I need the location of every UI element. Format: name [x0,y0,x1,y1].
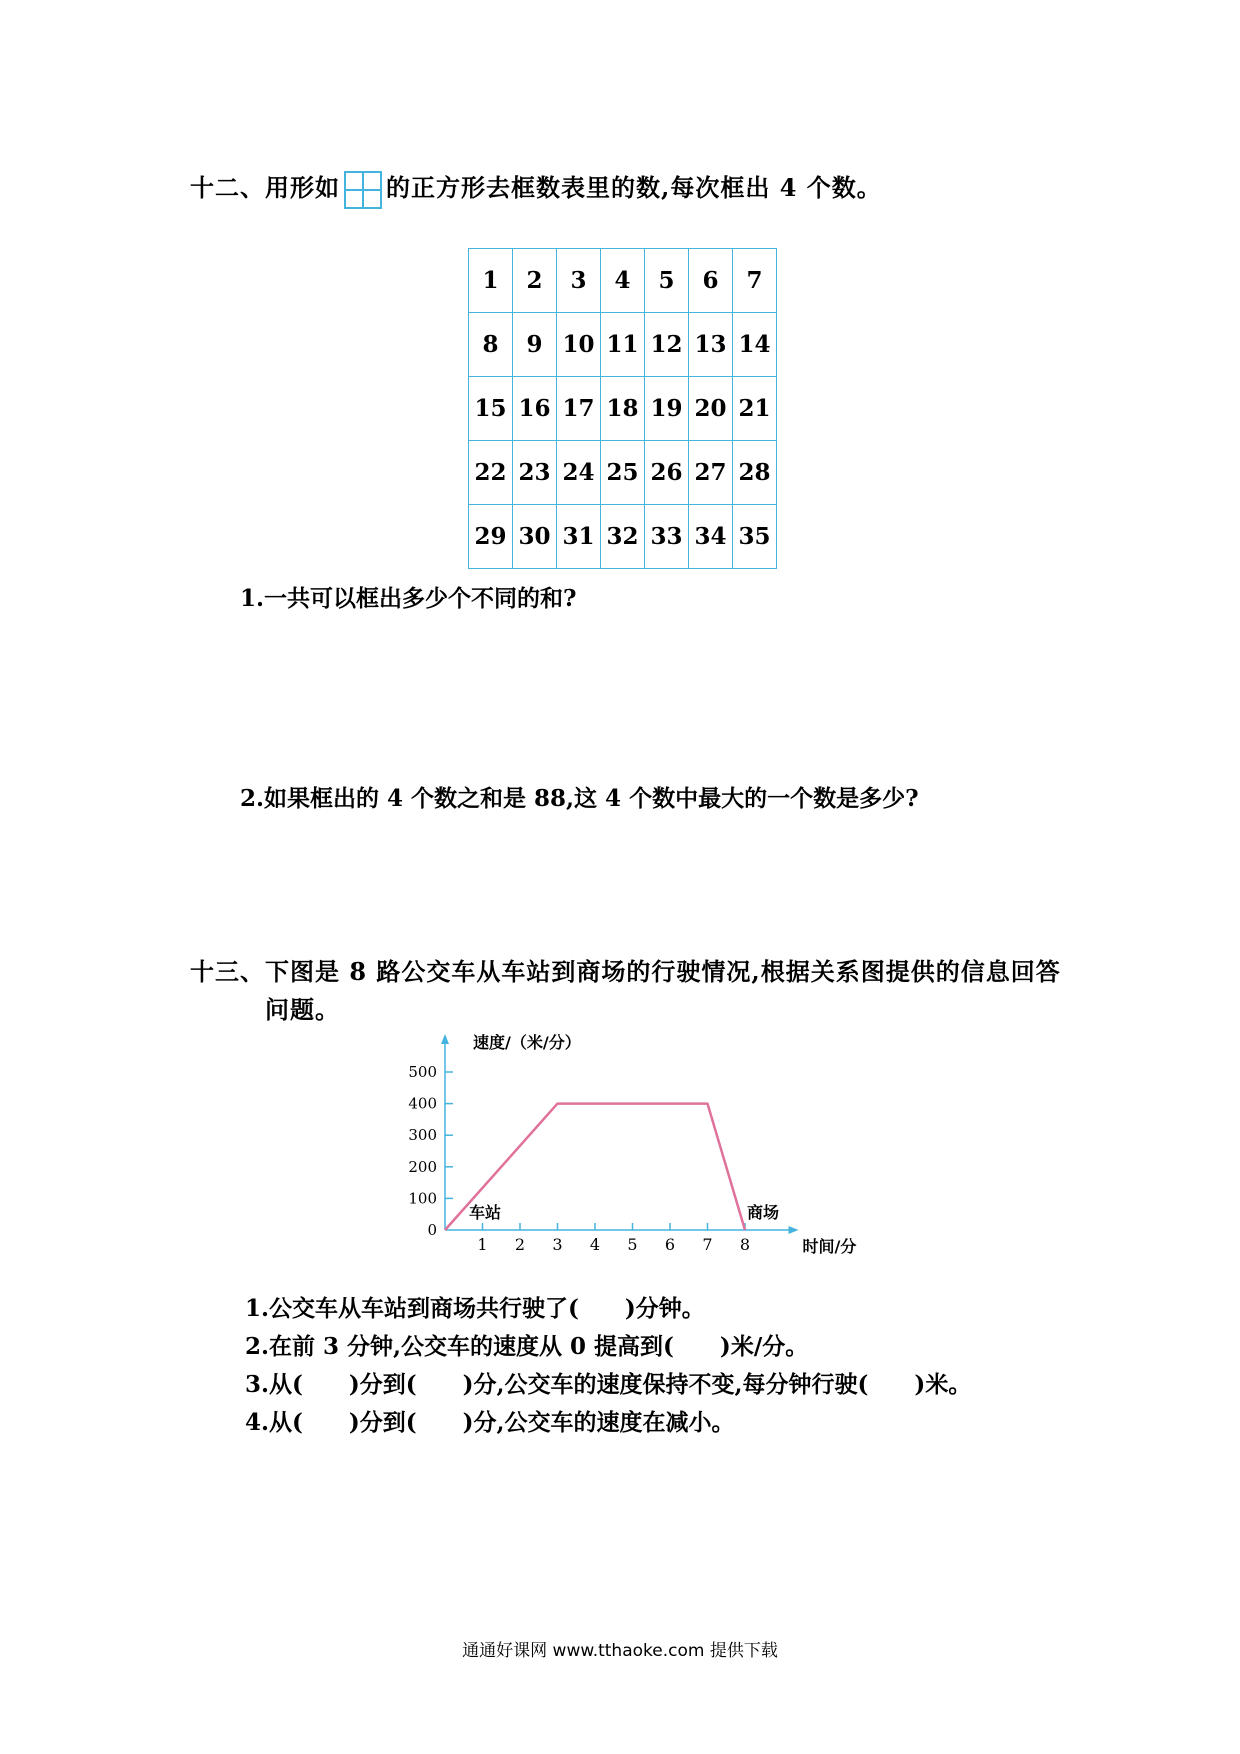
table-cell: 4 [601,249,645,313]
table-row [469,249,777,313]
table-cell: 33 [645,505,689,569]
q12-sub1: 1.一共可以框出多少个不同的和? [240,585,577,612]
q13-title-line2: 问题。 [265,995,340,1024]
q12-title-pre: 十二、用形如 [190,173,340,202]
table-cell: 25 [601,441,645,505]
table-cell: 12 [645,313,689,377]
x-tick-label: 2 [514,1235,526,1254]
x-tick-label: 4 [589,1235,601,1254]
y-axis-label: 速度/（米/分） [473,1033,581,1052]
table-cell: 26 [645,441,689,505]
footer: 通通好课网 www.tthaoke.com 提供下载 [462,1641,778,1661]
grid-square-icon [344,171,382,209]
table-row [469,441,777,505]
x-axis-arrow [789,1226,799,1234]
q13-sub4: 4.从( )分到( )分,公交车的速度在减小。 [245,1409,735,1436]
y-axis-arrow [441,1034,449,1044]
table-cell: 23 [513,441,557,505]
table-row [469,313,777,377]
table-cell: 35 [733,505,777,569]
table-cell: 16 [513,377,557,441]
y-tick-label: 200 [408,1157,437,1176]
table-cell: 20 [689,377,733,441]
table-cell: 8 [469,313,513,377]
table-cell: 29 [469,505,513,569]
table-cell: 6 [689,249,733,313]
table-cell: 18 [601,377,645,441]
table-cell: 1 [469,249,513,313]
q12-title [190,168,882,209]
x-tick-label: 8 [739,1235,751,1254]
y-tick-label: 400 [408,1094,437,1113]
table-cell: 10 [557,313,601,377]
x-tick-label: 3 [552,1235,563,1254]
number-table [468,248,777,569]
table-cell: 32 [601,505,645,569]
x-tick-label: 1 [477,1235,488,1254]
table-row [469,505,777,569]
x-axis-label: 时间/分 [802,1237,857,1256]
table-cell: 28 [733,441,777,505]
table-cell: 9 [513,313,557,377]
q13-sub2: 2.在前 3 分钟,公交车的速度从 0 提高到( )米/分。 [245,1333,809,1360]
x-tick-label: 6 [664,1235,676,1254]
speed-time-chart [400,1030,857,1280]
q13-sub3: 3.从( )分到( )分,公交车的速度保持不变,每分钟行驶( )米。 [245,1371,972,1398]
y-tick-label: 300 [408,1126,437,1145]
table-cell: 14 [733,313,777,377]
q12-sub2: 2.如果框出的 4 个数之和是 88,这 4 个数中最大的一个数是多少? [240,785,919,812]
annotation-end: 商场 [747,1203,780,1222]
table-cell: 24 [557,441,601,505]
table-cell: 27 [689,441,733,505]
table-cell: 17 [557,377,601,441]
y-tick-label: 0 [427,1221,437,1239]
table-cell: 31 [557,505,601,569]
q13-sub1: 1.公交车从车站到商场共行驶了( )分钟。 [245,1295,705,1322]
table-cell: 3 [557,249,601,313]
table-cell: 22 [469,441,513,505]
table-cell: 30 [513,505,557,569]
table-cell: 13 [689,313,733,377]
y-tick-label: 100 [408,1189,437,1208]
x-tick-label: 7 [702,1235,713,1254]
annotation-start: 车站 [469,1203,502,1222]
table-cell: 19 [645,377,689,441]
q13-title-line1: 十三、下图是 8 路公交车从车站到商场的行驶情况,根据关系图提供的信息回答 [190,957,1061,986]
table-cell: 34 [689,505,733,569]
y-tick-label: 500 [408,1063,437,1081]
table-cell: 2 [513,249,557,313]
table-cell: 15 [469,377,513,441]
table-cell: 11 [601,313,645,377]
table-row [469,377,777,441]
x-tick-label: 5 [627,1235,638,1254]
table-cell: 21 [733,377,777,441]
q12-title-post: 的正方形去框数表里的数,每次框出 4 个数。 [386,173,882,202]
table-cell: 7 [733,249,777,313]
table-cell: 5 [645,249,689,313]
